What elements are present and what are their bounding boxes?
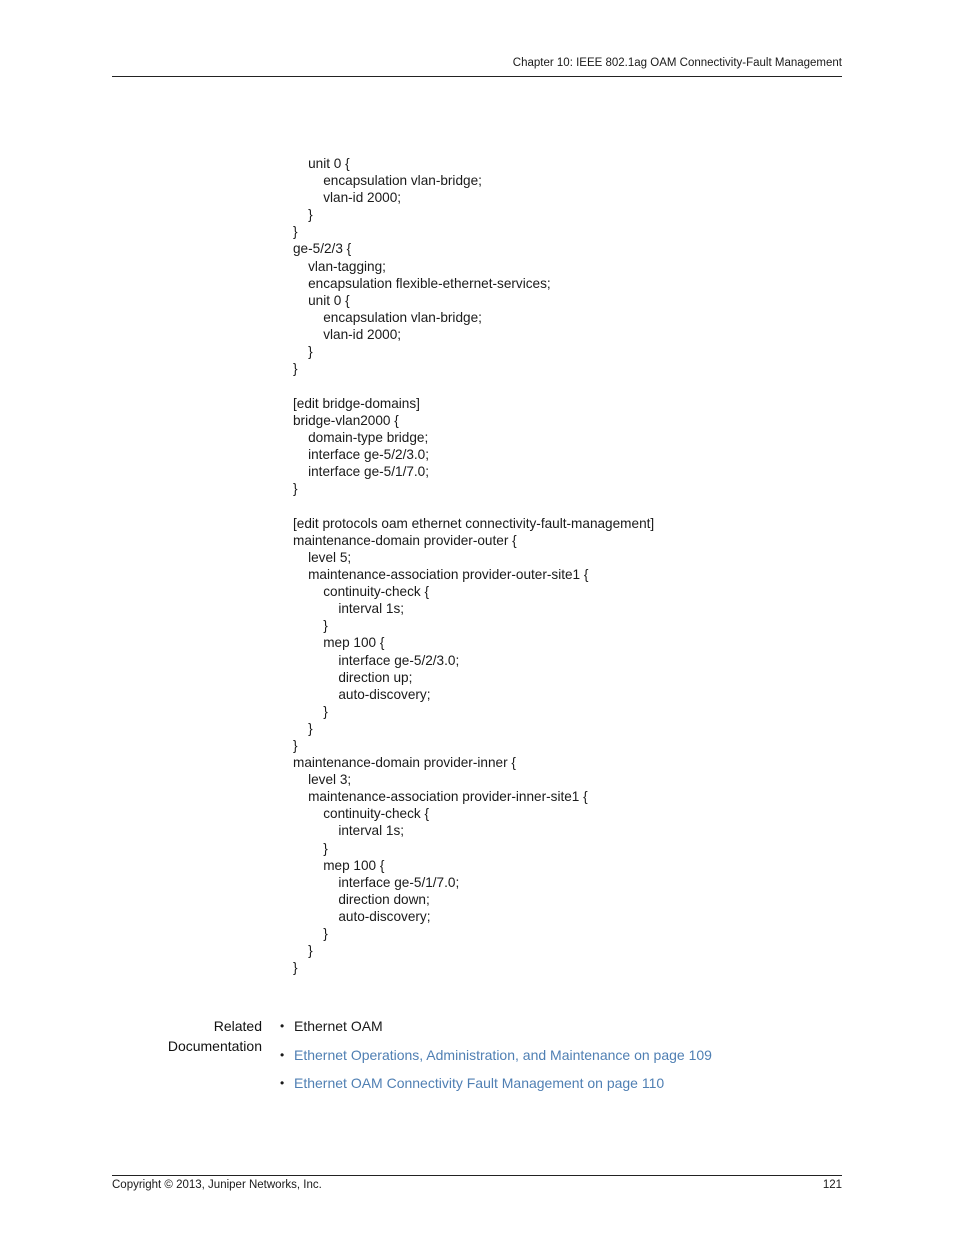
code-line: vlan-id 2000; [293,190,402,206]
related-heading-line1: Related [213,1018,262,1034]
code-line: interface ge-5/2/3.0; [293,652,460,668]
related-heading-line2: Documentation [167,1037,262,1054]
code-line: } [293,703,328,719]
code-line: } [293,840,328,856]
code-line: maintenance-domain provider-inner { [293,755,516,771]
related-documentation-heading [112,1017,262,1056]
code-line: maintenance-association provider-outer-site1 { [293,567,589,583]
related-item-ethernet-oam: Ethernet OAM [294,1018,383,1034]
related-documentation-list [280,1017,712,1103]
code-line: encapsulation flexible-ethernet-services; [293,275,551,291]
page-number: 121 [822,1179,842,1191]
code-line: vlan-id 2000; [293,326,402,342]
code-line: } [293,618,328,634]
code-line: level 5; [293,549,352,565]
code-line: continuity-check { [293,806,429,822]
code-line: interface ge-5/2/3.0; [293,447,430,462]
code-line: } [293,738,298,753]
code-line: direction up; [293,669,413,685]
code-line: level 3; [293,772,352,788]
bullet-icon: • [280,1019,285,1033]
code-line: } [293,720,313,736]
code-line: maintenance-domain provider-outer { [293,532,517,548]
code-line: domain-type bridge; [293,429,429,445]
list-item [280,1046,712,1075]
bullet-icon: • [280,1047,285,1062]
code-line: } [293,224,298,240]
code-line: auto-discovery; [293,686,431,702]
code-line [293,377,654,395]
code-line: unit 0 { [293,292,350,308]
chapter-title: Chapter 10: IEEE 802.1ag OAM Connectivity-Fault Management [512,57,842,69]
code-line: } [293,926,328,942]
code-line: interface ge-5/1/7.0; [293,464,430,480]
page-header [112,57,842,77]
page-footer [112,1175,842,1195]
copyright-text: Copyright © 2013, Juniper Networks, Inc. [112,1179,322,1191]
code-line: vlan-tagging; [293,258,386,274]
code-line: } [293,344,313,360]
code-line: direction down; [293,891,430,907]
code-line: [edit protocols oam ethernet connectivity-fault-management] [293,515,655,531]
code-line: } [293,943,313,959]
code-line: maintenance-association provider-inner-site1 { [293,789,588,805]
code-line: auto-discovery; [293,908,431,924]
code-line: unit 0 { [293,156,350,171]
link-ethernet-operations[interactable]: Ethernet Operations, Administration, and Maintenance on page 109 [294,1046,712,1063]
code-line: } [293,960,298,976]
code-line: ge-5/2/3 { [293,241,352,257]
code-line [293,497,654,515]
code-line: encapsulation vlan-bridge; [293,173,482,189]
list-item [280,1017,712,1046]
code-line: interval 1s; [293,823,405,839]
code-line: } [293,481,298,497]
code-line: interval 1s; [293,601,405,617]
code-line: } [293,361,298,377]
code-line: } [293,207,313,223]
link-ethernet-oam-cfm[interactable]: Ethernet OAM Connectivity Fault Management on page 110 [294,1075,665,1091]
bullet-icon: • [280,1076,285,1090]
code-line: bridge-vlan2000 { [293,412,399,428]
code-line: mep 100 { [293,635,385,651]
code-line: mep 100 { [293,857,385,873]
code-line: encapsulation vlan-bridge; [293,309,482,325]
list-item [280,1074,712,1103]
code-line: continuity-check { [293,584,429,600]
code-line: interface ge-5/1/7.0; [293,874,460,890]
code-line: [edit bridge-domains] [293,395,420,411]
code-listing [293,155,654,976]
